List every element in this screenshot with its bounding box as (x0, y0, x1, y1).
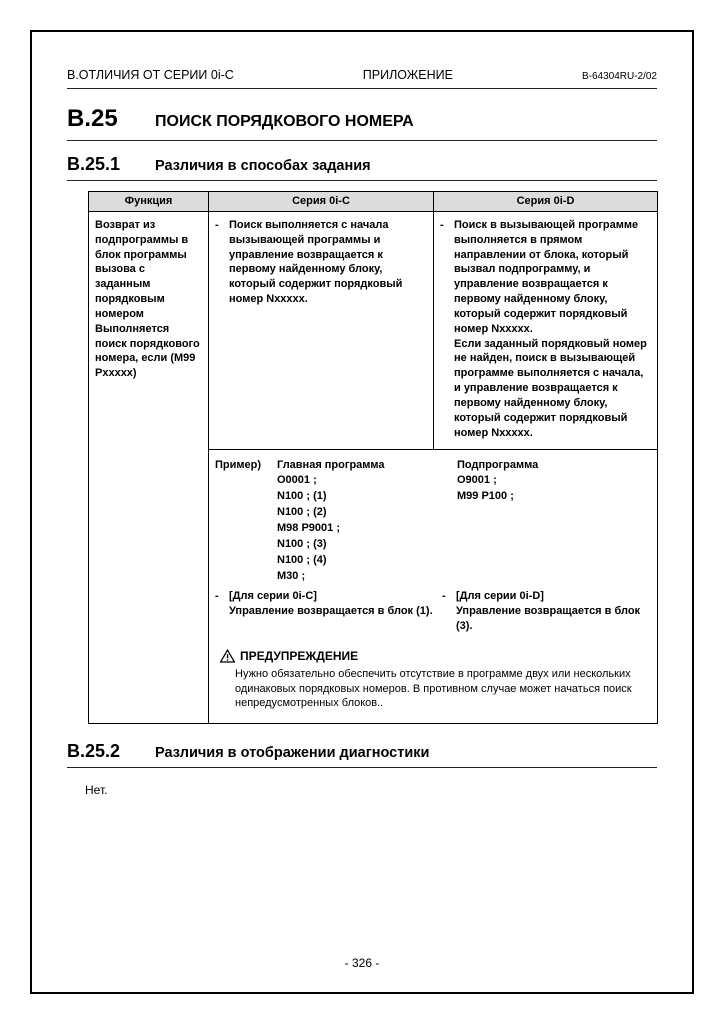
bullet-dash: - (440, 218, 444, 231)
comparison-table (88, 191, 658, 724)
program-line: N100 ; (4) (277, 554, 327, 567)
main-program-title: Главная программа (277, 458, 385, 471)
result-d-text: Управление возвращается в блок (3). (456, 604, 641, 632)
bullet-dash: - (442, 590, 446, 602)
col-header-series-0i-c: Серия 0i-C (209, 192, 434, 212)
warning-title: ПРЕДУПРЕЖДЕНИЕ (240, 648, 359, 663)
warning-triangle-icon (220, 649, 235, 663)
col-header-series-0i-d: Серия 0i-D (434, 192, 658, 212)
warning-body: Нужно обязательно обеспечить отсутствие в программе двух или нескольких одинаковых порядковых номеров. В противном случае может начаться поиск непредусмотренных блоков.. (235, 667, 632, 710)
page-content (67, 68, 657, 797)
subsection-2-title: Различия в отображении диагностики (155, 745, 430, 762)
result-c-title: [Для серии 0i-C] (229, 590, 317, 602)
section-number: B.25 (67, 105, 118, 132)
example-programs (215, 458, 651, 586)
program-line: N100 ; (2) (277, 506, 327, 519)
function-text-1: Возврат из подпрограммы в блок программы вызова с заданным порядковым номером (95, 218, 189, 320)
subsection-1-number: B.25.1 (67, 154, 121, 174)
header-doc-number: B-64304RU-2/02 (581, 71, 657, 82)
program-line: M99 P100 ; (457, 490, 514, 503)
sub-program-listing (457, 458, 651, 586)
example-cell (209, 449, 658, 724)
program-line: O9001 ; (457, 474, 497, 487)
bullet-dash: - (215, 590, 219, 602)
running-header (67, 68, 657, 89)
program-line: M98 P9001 ; (277, 522, 340, 535)
series-c-text: Поиск выполняется с начала вызывающей программы и управление возвращается к первому найденному блоку, который содержит порядковый номер Nxxxxx. (229, 218, 403, 306)
table-header-row (89, 192, 658, 212)
series-d-text: Поиск в вызывающей программе выполняется в прямом направлении от блока, который вызвал подпрограмму, и управление возвращается к первому найденному блоку, который содержит порядковый номер Nxxxxx. (454, 218, 639, 335)
table-row (89, 211, 658, 449)
function-text-2: Выполняется поиск порядкового номера, если (M99 Pxxxxx) (95, 322, 200, 380)
warning-block (220, 648, 657, 712)
result-c-text: Управление возвращается в блок (1). (229, 604, 433, 617)
warning-title-row (220, 648, 657, 664)
section-title: ПОИСК ПОРЯДКОВОГО НОМЕРА (155, 113, 414, 130)
series-c-bullet (215, 218, 427, 307)
result-series-d (442, 589, 651, 634)
subsection-1-title: Различия в способах задания (155, 158, 371, 174)
subsection-2-number: B.25.2 (67, 741, 121, 762)
series-d-cell (434, 211, 658, 449)
program-line: N100 ; (3) (277, 538, 327, 551)
page-number: - 326 - (344, 956, 380, 970)
program-line: O0001 ; (277, 474, 317, 487)
sub-program-title: Подпрограмма (457, 458, 539, 471)
series-c-cell (209, 211, 434, 449)
result-d-title: [Для серии 0i-D] (456, 590, 544, 602)
subsection-2-body: Нет. (85, 783, 108, 798)
main-program-listing (277, 458, 457, 586)
result-series-c (215, 589, 442, 634)
header-appendix: ПРИЛОЖЕНИЕ (362, 68, 453, 82)
program-line: M30 ; (277, 570, 306, 583)
result-c-bullet (215, 589, 442, 604)
program-line: N100 ; (1) (277, 490, 327, 503)
subsection-1-heading (67, 154, 657, 181)
series-d-bullet (440, 218, 651, 337)
example-label: Пример) (215, 458, 262, 471)
header-chapter: В.ОТЛИЧИЯ ОТ СЕРИИ 0i-C (67, 68, 234, 82)
section-heading (67, 105, 657, 141)
col-header-function: Функция (89, 192, 209, 212)
bullet-dash: - (215, 218, 219, 231)
series-d-continuation: Если заданный порядковый номер не найден, поиск в вызывающей программе выполняется с начала, и управление возвращается к первому найденному блоку, который содержит порядковый номер Nxxxxx. (454, 337, 647, 439)
example-results (215, 589, 651, 634)
subsection-2-heading (67, 741, 657, 768)
function-cell (89, 211, 209, 723)
result-d-bullet (442, 589, 651, 604)
